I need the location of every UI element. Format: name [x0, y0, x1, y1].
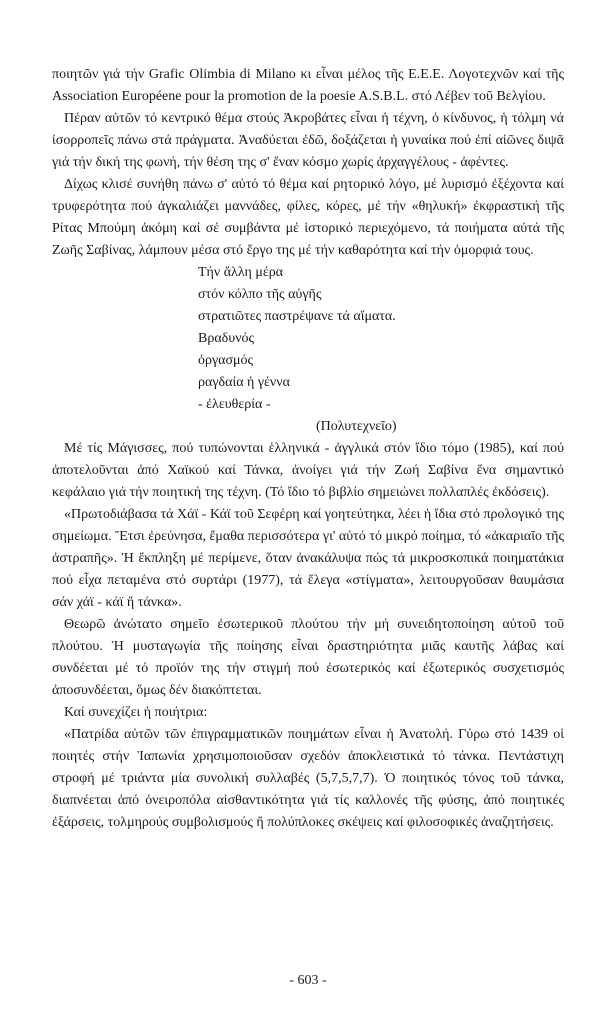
poem: [198, 262, 564, 438]
poem-line: - ἐλευθερία -: [198, 397, 271, 412]
page-number: - 603 -: [289, 973, 327, 988]
document-page: [52, 64, 564, 988]
paragraph: Μέ τίς Μάγισσες, πού τυπώνονται ἑλληνικά - ἀγγλικά στόν ἴδιο τόμο (1985), καί πού ἀποτελοῦνται ἀπό Χαϊκού καί Τάνκα, ἀνοίγει γιά τήν Ζωή Σαβίνα ἕνα σημαντικό κεφάλαιο γιά τήν ποιητική της τέχνη. (Τό ἴδιο τό βιβλίο σημειώνει πολλαπλές ἐκδόσεις).: [52, 441, 564, 500]
poem-line: στρατιῶτες παστρέψανε τά αἵματα.: [198, 309, 396, 324]
paragraph: «Πρωτοδιάβασα τά Χάϊ - Κάϊ τοῦ Σεφέρη καί γοητεύτηκα, λέει ἡ ἴδια στό προλογικό της σημείωμα. Ἔτσι ἐρεύνησα, ἔμαθα περισσότερα γι' αὐτό τό μικρό ποίημα, τό «ἀκαριαῖο τῆς ἀστραπῆς». Ἡ ἔκπληξη μέ περίμενε, ὅταν ἀνακάλυψα πώς τά μικροσκοπικά ποιηματάκια πού εἶχα πεταμένα στό συρτάρι (1977), τά ἔλεγα «στίγματα», λειτουργοῦσαν θαυμάσια σάν χάϊ - κάϊ ἤ τάνκα».: [52, 507, 564, 610]
poem-line: Βραδυνός: [198, 331, 255, 346]
poem-line: Τήν ἄλλη μέρα: [198, 265, 284, 280]
paragraph: ποιητῶν γιά τήν Grafic Olimbia di Milano κι εἶναι μέλος τῆς Ε.Ε.Ε. Λογοτεχνῶν καί τῆς Association Européene pour la promotion de la poesie A.S.B.L. στό Λέβεν τοῦ Βελγίου.: [52, 67, 564, 104]
poem-line: ραγδαία ἡ γέννα: [198, 375, 290, 390]
poem-line: στόν κόλπο τῆς αὐγῆς: [198, 287, 322, 302]
poem-source: (Πολυτεχνεῖο): [316, 419, 397, 434]
poem-line: ὀργασμός: [198, 353, 254, 368]
paragraph: Δίχως κλισέ συνήθη πάνω σ' αὐτό τό θέμα καί ρητορικό λόγο, μέ λυρισμό ἐξέχοντα καί τρυφερότητα πού ἀγκαλιάζει μαννάδες, φίλες, κόρες, μέ τήν «θηλυκή» ἐκφραστική τῆς Ρίτας Μπούμη ἀκόμη καί σέ συμβάντα μέ ἱστορικό περιεχόμενο, τά ποιήματα αὐτά τῆς Ζωῆς Σαβίνας, λάμπουν μέσα στό ἔργο της μέ τήν καθαρότητα καί τήν ὀμορφιά τους.: [52, 177, 564, 258]
paragraph: Πέραν αὐτῶν τό κεντρικό θέμα στούς Ἀκροβάτες εἶναι ἡ τέχνη, ὁ κίνδυνος, ἡ τόλμη νά ἰσορροπεῖς πάνω στά πράγματα. Ἀναδύεται ἐδῶ, δοξάζεται ἡ γυναίκα πού ἐπί αἰῶνες διψᾶ γιά τήν δική της φωνή, τήν θέση της σ' ἕναν κόσμο χωρίς ἀρχαγγέλους - ἀφέντες.: [52, 111, 564, 170]
paragraph: Καί συνεχίζει ἡ ποιήτρια:: [64, 705, 208, 720]
paragraph: «Πατρίδα αὐτῶν τῶν ἐπιγραμματικῶν ποιημάτων εἶναι ἡ Ἀνατολή. Γύρω στό 1439 οἱ ποιητές στήν Ἰαπωνία χρησιμοποιοῦσαν σχεδόν ἀποκλειστικά τό τάνκα. Πεντάστιχη στροφή μέ τριάντα μία συνολική συλλαβές (5,7,5,7,7). Ὁ ποιητικός τόνος τοῦ τάνκα, διαπνέεται ἀπό ὀνειροπόλα αἰσθαντικότητα γιά τίς καλλονές τῆς φύσης, ἀπό ποιητικές ἐξάρσεις, τολμηρούς συμβολισμούς ἤ πολύπλοκες σκέψεις καί φιλοσοφικές ἀναζητήσεις.: [52, 727, 564, 830]
paragraph: Θεωρῶ ἀνώτατο σημεῖο ἐσωτερικοῦ πλούτου τήν μή συνειδητοποίηση αὐτοῦ τοῦ πλούτου. Ἡ μυσταγωγία τῆς ποίησης εἶναι δραστηριότητα μιᾶς καυτῆς λάβας καί συνδέεται μέ τό προϊόν της τήν στιγμή πού ἐσωτερικός καί ἐξωτερικός συσχετισμός ἀποσυνδέεται, ὅμως δέν διακόπτεται.: [52, 617, 564, 698]
